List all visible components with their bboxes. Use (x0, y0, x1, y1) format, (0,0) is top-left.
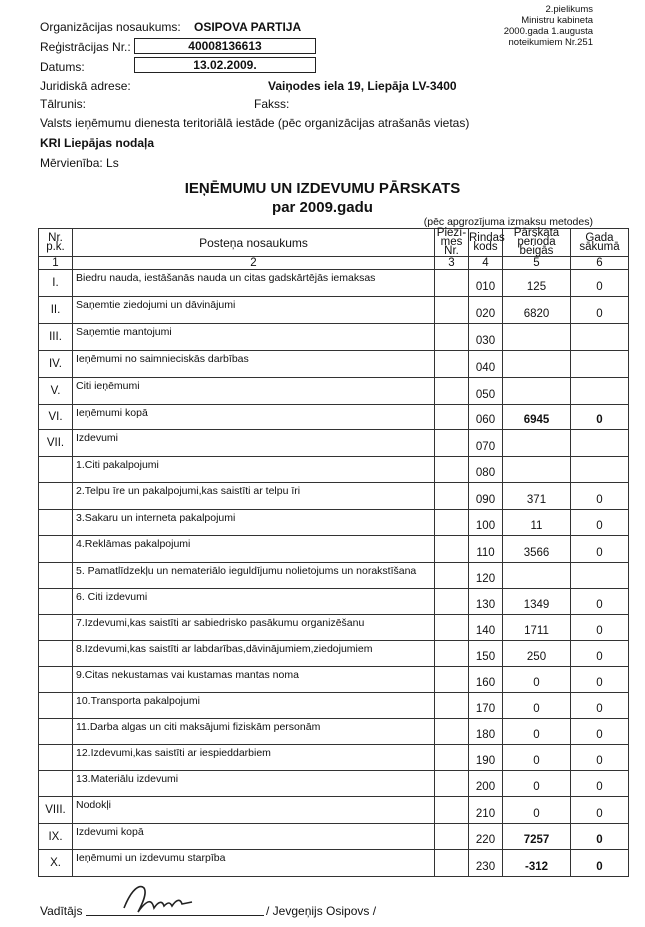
tax-office-label: Valsts ieņēmumu dienesta teritoriālā iestāde (pēc organizācijas atrašanās vietas) (40, 116, 470, 130)
col-number: 4 (469, 257, 503, 270)
row-code: 050 (469, 378, 503, 405)
row-current: 0 (503, 745, 571, 771)
table-row (39, 693, 629, 719)
row-start: 0 (571, 483, 629, 510)
row-nr (39, 563, 73, 589)
address-label: Juridiskā adrese: (40, 79, 131, 93)
report-title: IEŅĒMUMU UN IZDEVUMU PĀRSKATS (184, 180, 461, 197)
row-name: Saņemtie ziedojumi un dāvinājumi (73, 297, 435, 324)
report-period: par 2009.gadu (272, 199, 373, 216)
row-start: 0 (571, 797, 629, 824)
row-name: 13.Materiālu izdevumi (73, 771, 435, 797)
row-code: 080 (469, 457, 503, 483)
row-start (571, 430, 629, 457)
row-nr: VI. (39, 405, 73, 430)
row-nr: V. (39, 378, 73, 405)
table-row (39, 351, 629, 378)
row-current (503, 324, 571, 351)
annex-line-3: 2000.gada 1.augusta (503, 26, 593, 37)
date-value: 13.02.2009. (134, 57, 316, 73)
row-current (503, 457, 571, 483)
org-value: OSIPOVA PARTIJA (194, 20, 302, 34)
row-code: 020 (469, 297, 503, 324)
row-note (435, 270, 469, 297)
table-row (39, 563, 629, 589)
row-code: 040 (469, 351, 503, 378)
row-start (571, 457, 629, 483)
row-note (435, 589, 469, 615)
row-code: 120 (469, 563, 503, 589)
table-row (39, 745, 629, 771)
table-row (39, 324, 629, 351)
row-code: 210 (469, 797, 503, 824)
row-code: 110 (469, 536, 503, 563)
table-row (39, 510, 629, 536)
row-code: 160 (469, 667, 503, 693)
row-nr (39, 641, 73, 667)
column-number-row (39, 257, 629, 270)
row-code: 180 (469, 719, 503, 745)
row-code: 100 (469, 510, 503, 536)
row-nr (39, 667, 73, 693)
reg-label: Reģistrācijas Nr.: (40, 40, 131, 54)
table-row (39, 483, 629, 510)
row-start: 0 (571, 667, 629, 693)
row-name: 4.Reklāmas pakalpojumi (73, 536, 435, 563)
row-start (571, 351, 629, 378)
reg-value: 40008136613 (134, 38, 316, 54)
row-name: Izdevumi kopā (73, 824, 435, 850)
annex-line-2: Ministru kabineta (521, 15, 593, 26)
table-row (39, 270, 629, 297)
row-name: 11.Darba algas un citi maksājumi fiziskām personām (73, 719, 435, 745)
signature-icon (118, 878, 198, 918)
row-current: 0 (503, 797, 571, 824)
row-start (571, 563, 629, 589)
row-current: 6820 (503, 297, 571, 324)
col-number: 3 (435, 257, 469, 270)
header-note: Piezī-mes Nr. (435, 229, 469, 257)
table-row (39, 667, 629, 693)
row-code: 190 (469, 745, 503, 771)
row-note (435, 378, 469, 405)
row-code: 230 (469, 850, 503, 877)
row-current (503, 430, 571, 457)
table-row (39, 457, 629, 483)
row-current: 0 (503, 693, 571, 719)
row-name: 12.Izdevumi,kas saistīti ar iespieddarbiem (73, 745, 435, 771)
row-note (435, 771, 469, 797)
row-note (435, 405, 469, 430)
head-name: / Jevgeņijs Osipovs / (266, 904, 377, 918)
row-name: Ieņēmumi kopā (73, 405, 435, 430)
row-name: Nodokļi (73, 797, 435, 824)
row-note (435, 745, 469, 771)
header-code: Rindas kods (469, 229, 503, 257)
row-current: 0 (503, 719, 571, 745)
row-current: 371 (503, 483, 571, 510)
row-nr: IV. (39, 351, 73, 378)
col-number: 1 (39, 257, 73, 270)
fax-label: Fakss: (254, 97, 290, 111)
row-current: 3566 (503, 536, 571, 563)
row-note (435, 536, 469, 563)
table-row (39, 405, 629, 430)
row-name: Izdevumi (73, 430, 435, 457)
row-current: 1349 (503, 589, 571, 615)
col-number: 2 (73, 257, 435, 270)
row-current: 7257 (503, 824, 571, 850)
row-current: 250 (503, 641, 571, 667)
row-note (435, 797, 469, 824)
row-name: Citi ieņēmumi (73, 378, 435, 405)
col-number: 5 (503, 257, 571, 270)
row-current: 1711 (503, 615, 571, 641)
row-nr (39, 719, 73, 745)
row-name: 7.Izdevumi,kas saistīti ar sabiedrisko pasākumu organizēšanu (73, 615, 435, 641)
row-note (435, 824, 469, 850)
table-header-row (39, 229, 629, 257)
row-note (435, 483, 469, 510)
row-start: 0 (571, 615, 629, 641)
row-name: Saņemtie mantojumi (73, 324, 435, 351)
row-note (435, 641, 469, 667)
row-code: 030 (469, 324, 503, 351)
row-name: 2.Telpu īre un pakalpojumi,kas saistīti ar telpu īri (73, 483, 435, 510)
date-label: Datums: (40, 60, 85, 74)
row-name: 3.Sakaru un interneta pakalpojumi (73, 510, 435, 536)
annex-line-1: 2.pielikums (545, 4, 593, 15)
table-row (39, 824, 629, 850)
row-nr: X. (39, 850, 73, 877)
row-start: 0 (571, 693, 629, 719)
table-row (39, 378, 629, 405)
row-current (503, 351, 571, 378)
row-note (435, 297, 469, 324)
row-code: 170 (469, 693, 503, 719)
row-code: 200 (469, 771, 503, 797)
row-current: 125 (503, 270, 571, 297)
address-value: Vaiņodes iela 19, Liepāja LV-3400 (268, 79, 457, 93)
row-start: 0 (571, 405, 629, 430)
row-start: 0 (571, 850, 629, 877)
row-start: 0 (571, 745, 629, 771)
row-nr: I. (39, 270, 73, 297)
row-current: 0 (503, 667, 571, 693)
tax-office-value: KRI Liepājas nodaļa (40, 136, 155, 150)
phone-label: Tālrunis: (40, 97, 87, 111)
row-name: 10.Transporta pakalpojumi (73, 693, 435, 719)
header-item: Posteņa nosaukums (73, 229, 435, 257)
row-nr: VIII. (39, 797, 73, 824)
annex-note (504, 4, 593, 48)
row-start: 0 (571, 641, 629, 667)
table-row (39, 641, 629, 667)
row-start (571, 378, 629, 405)
method-note: (pēc apgrozījuma izmaksu metodes) (423, 216, 593, 228)
row-name: 6. Citi izdevumi (73, 589, 435, 615)
row-current: 0 (503, 771, 571, 797)
header-current: Pārskata perioda beigās (503, 229, 571, 257)
row-current (503, 563, 571, 589)
row-nr (39, 457, 73, 483)
row-nr (39, 483, 73, 510)
row-code: 220 (469, 824, 503, 850)
row-current (503, 378, 571, 405)
row-start: 0 (571, 589, 629, 615)
table-row (39, 430, 629, 457)
row-note (435, 324, 469, 351)
annex-line-4: noteikumiem Nr.251 (508, 37, 593, 48)
table-row (39, 719, 629, 745)
row-note (435, 430, 469, 457)
row-note (435, 667, 469, 693)
table-row (39, 589, 629, 615)
row-name: Ieņēmumi un izdevumu starpība (73, 850, 435, 877)
row-note (435, 351, 469, 378)
row-name: 1.Citi pakalpojumi (73, 457, 435, 483)
row-note (435, 510, 469, 536)
row-start: 0 (571, 824, 629, 850)
row-name: Ieņēmumi no saimnieciskās darbības (73, 351, 435, 378)
row-nr: II. (39, 297, 73, 324)
row-nr: IX. (39, 824, 73, 850)
row-note (435, 850, 469, 877)
row-name: Biedru nauda, iestāšanās nauda un citas gadskārtējās iemaksas (73, 270, 435, 297)
head-label: Vadītājs (40, 904, 83, 918)
table-row (39, 797, 629, 824)
row-code: 090 (469, 483, 503, 510)
table-row (39, 771, 629, 797)
table-row (39, 850, 629, 877)
row-name: 9.Citas nekustamas vai kustamas mantas noma (73, 667, 435, 693)
row-name: 8.Izdevumi,kas saistīti ar labdarības,dāvinājumiem,ziedojumiem (73, 641, 435, 667)
table-row (39, 615, 629, 641)
row-nr (39, 693, 73, 719)
row-note (435, 457, 469, 483)
report-table (38, 228, 629, 877)
row-nr (39, 536, 73, 563)
row-nr (39, 745, 73, 771)
row-code: 060 (469, 405, 503, 430)
row-note (435, 693, 469, 719)
table-row (39, 536, 629, 563)
row-nr (39, 510, 73, 536)
row-nr (39, 615, 73, 641)
row-start: 0 (571, 719, 629, 745)
row-start: 0 (571, 536, 629, 563)
row-start (571, 324, 629, 351)
row-nr: VII. (39, 430, 73, 457)
row-note (435, 719, 469, 745)
row-current: 6945 (503, 405, 571, 430)
row-note (435, 563, 469, 589)
col-number: 6 (571, 257, 629, 270)
row-nr (39, 771, 73, 797)
row-code: 150 (469, 641, 503, 667)
row-start: 0 (571, 270, 629, 297)
currency-label: Mērvienība: Ls (40, 156, 119, 170)
row-start: 0 (571, 297, 629, 324)
row-current: -312 (503, 850, 571, 877)
row-start: 0 (571, 510, 629, 536)
row-nr (39, 589, 73, 615)
row-code: 010 (469, 270, 503, 297)
header-nr: Nr. p.k. (39, 229, 73, 257)
org-label: Organizācijas nosaukums: (40, 20, 181, 34)
row-start: 0 (571, 771, 629, 797)
row-code: 130 (469, 589, 503, 615)
row-note (435, 615, 469, 641)
row-name: 5. Pamatlīdzekļu un nemateriālo ieguldījumu nolietojums un norakstīšana (73, 563, 435, 589)
row-code: 070 (469, 430, 503, 457)
row-current: 11 (503, 510, 571, 536)
header-start: Gada sākumā (571, 229, 629, 257)
row-nr: III. (39, 324, 73, 351)
row-code: 140 (469, 615, 503, 641)
table-row (39, 297, 629, 324)
